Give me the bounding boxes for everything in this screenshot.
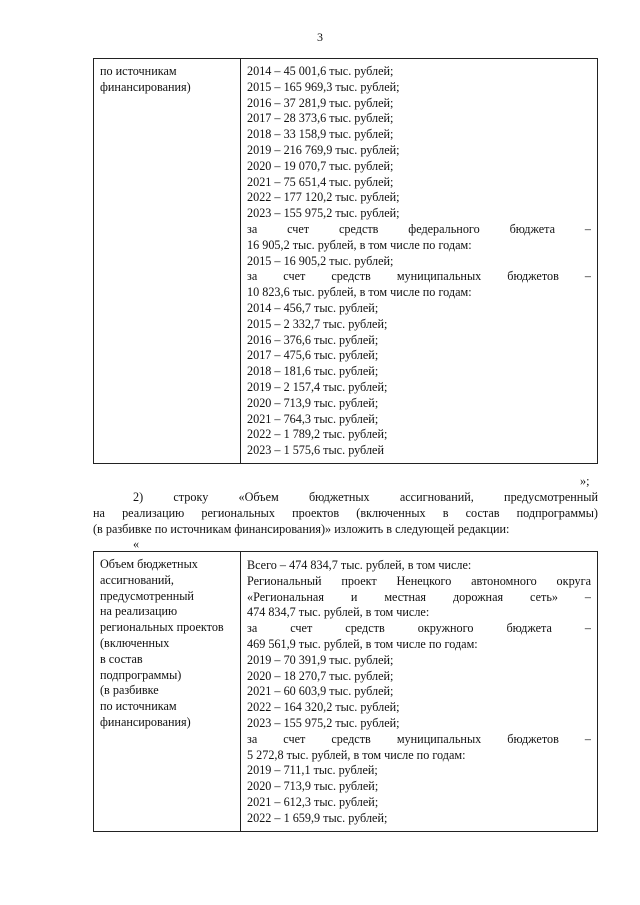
row-label-line: финансирования) [100, 79, 191, 94]
value-line: 474 834,7 тыс. рублей, в том числе: [247, 605, 430, 620]
value-line: 2021 – 75 651,4 тыс. рублей; [247, 174, 394, 189]
value-line: 2017 – 28 373,6 тыс. рублей; [247, 111, 394, 126]
paragraph-line: 2) строку «Объем бюджетных ассигнований, предусмотренный [133, 490, 598, 504]
value-line: 2014 – 45 001,6 тыс. рублей; [247, 64, 394, 78]
value-line: за счет средств муниципальных бюджетов – [247, 269, 591, 284]
value-line: 2023 – 155 975,2 тыс. рублей; [247, 206, 400, 221]
value-line: 2023 – 1 575,6 тыс. рублей [247, 443, 384, 458]
value-line: 2022 – 1 789,2 тыс. рублей; [247, 427, 388, 442]
value-line: за счет средств окружного бюджета – [247, 621, 591, 636]
value-line: 2017 – 475,6 тыс. рублей; [247, 348, 379, 363]
budget-allocation-table [93, 551, 598, 832]
value-line: 2020 – 713,9 тыс. рублей; [247, 395, 379, 410]
value-line: 469 561,9 тыс. рублей, в том числе по годам: [247, 636, 478, 651]
value-line: 2023 – 155 975,2 тыс. рублей; [247, 715, 400, 730]
value-line: «Региональная и местная дорожная сеть» – [247, 589, 591, 604]
page-number: 3 [317, 30, 323, 44]
value-line: 2021 – 60 603,9 тыс. рублей; [247, 684, 394, 699]
value-line: 2019 – 2 157,4 тыс. рублей; [247, 379, 388, 394]
value-line: 10 823,6 тыс. рублей, в том числе по годам: [247, 285, 472, 300]
value-line: за счет средств муниципальных бюджетов – [247, 731, 591, 746]
value-line: 2018 – 33 158,9 тыс. рублей; [247, 127, 394, 142]
value-line: 2021 – 764,3 тыс. рублей; [247, 411, 379, 426]
row-label-cell [94, 59, 241, 464]
value-line: 2019 – 711,1 тыс. рублей; [247, 763, 378, 778]
value-line: 2015 – 165 969,3 тыс. рублей; [247, 79, 400, 94]
value-line: 2016 – 37 281,9 тыс. рублей; [247, 95, 394, 110]
row-label-line: подпрограммы) [100, 667, 182, 682]
value-line: 2021 – 612,3 тыс. рублей; [247, 794, 379, 809]
row-label-line: (в разбивке [100, 683, 159, 698]
paragraph-line: на реализацию региональных проектов (включенных в состав подпрограммы) [93, 505, 598, 520]
row-label-line: в состав [100, 651, 143, 666]
value-line: 2020 – 18 270,7 тыс. рублей; [247, 668, 394, 683]
value-line: 2016 – 376,6 тыс. рублей; [247, 332, 379, 347]
value-line: за счет средств федерального бюджета – [247, 221, 591, 236]
value-line: 2015 – 16 905,2 тыс. рублей; [247, 253, 394, 268]
value-line: 2022 – 1 659,9 тыс. рублей; [247, 810, 388, 825]
value-line: 2022 – 177 120,2 тыс. рублей; [247, 190, 400, 205]
value-line: 5 272,8 тыс. рублей, в том числе по годам: [247, 747, 466, 762]
value-line: 2014 – 456,7 тыс. рублей; [247, 300, 379, 315]
row-label-line: (включенных [100, 635, 170, 650]
value-line: 2022 – 164 320,2 тыс. рублей; [247, 700, 400, 715]
value-line: 2020 – 19 070,7 тыс. рублей; [247, 158, 394, 173]
value-line: 2019 – 216 769,9 тыс. рублей; [247, 142, 400, 157]
paragraph-line: (в разбивке по источникам финансирования)» изложить в следующей редакции: [93, 521, 510, 536]
value-line: 2015 – 2 332,7 тыс. рублей; [247, 316, 388, 331]
row-label-line: предусмотренный [100, 588, 194, 603]
value-line: Всего – 474 834,7 тыс. рублей, в том числе: [247, 558, 472, 572]
value-line: 16 905,2 тыс. рублей, в том числе по годам: [247, 237, 472, 252]
row-label-line: Объем бюджетных [100, 557, 198, 571]
row-label-line: по источникам [100, 699, 177, 714]
financing-table-continued [93, 58, 598, 464]
row-value-cell [241, 552, 598, 832]
value-line: Региональный проект Ненецкого автономного округа [247, 573, 591, 588]
table-row [94, 59, 598, 464]
opening-quote: « [133, 537, 140, 551]
value-line: 2018 – 181,6 тыс. рублей; [247, 364, 379, 379]
row-label-cell [94, 552, 241, 832]
value-line: 2020 – 713,9 тыс. рублей; [247, 779, 379, 794]
row-label-line: региональных проектов [100, 620, 224, 635]
value-line: 2019 – 70 391,9 тыс. рублей; [247, 652, 394, 667]
amendment-paragraph [93, 490, 598, 537]
row-label-line: по источникам [100, 64, 177, 78]
row-value-cell [241, 59, 598, 464]
table-row [94, 552, 598, 832]
row-label-line: ассигнований, [100, 572, 174, 587]
row-label-line: финансирования) [100, 714, 191, 729]
row-label-line: на реализацию [100, 604, 178, 619]
closing-quote: »; [580, 474, 590, 488]
